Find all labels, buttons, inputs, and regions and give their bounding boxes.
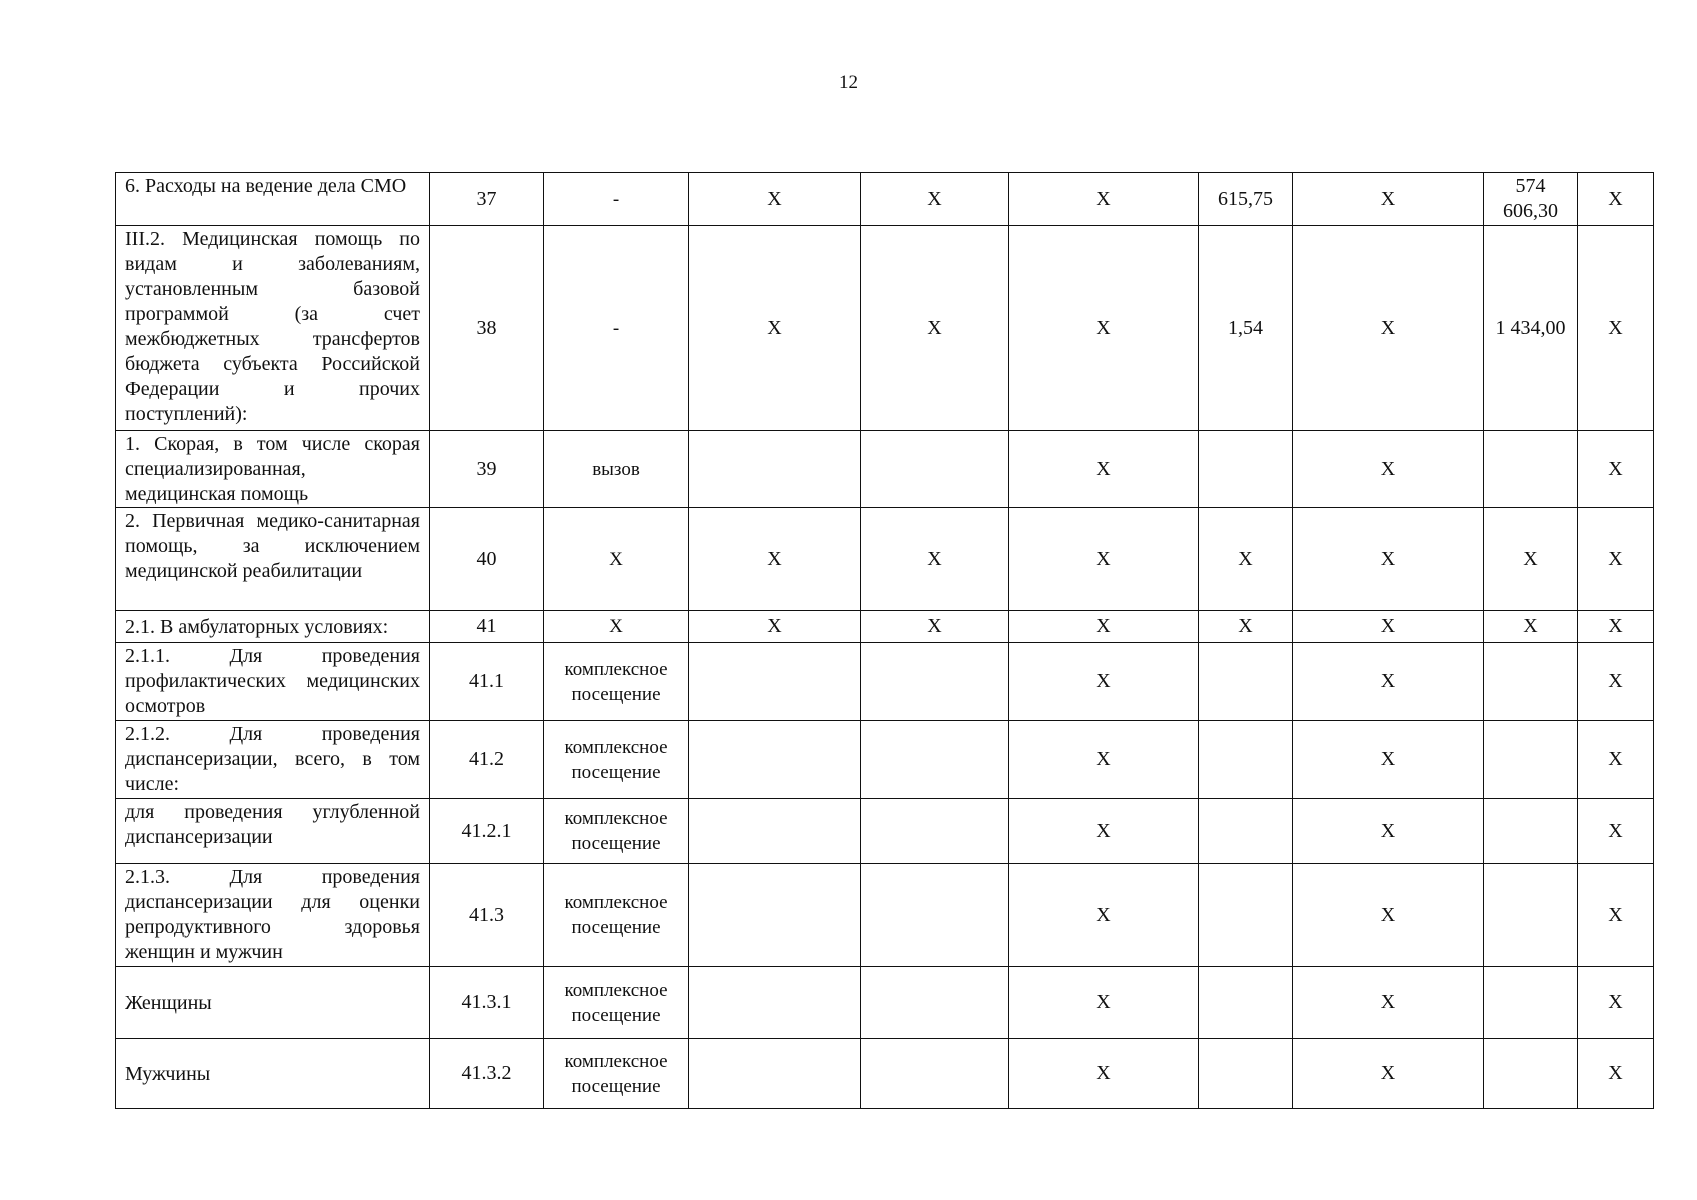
row-name-cell: 2.1.2. Для проведения диспансеризации, всего, в том числе:	[116, 721, 430, 799]
value-cell	[689, 967, 861, 1039]
value-cell	[1199, 431, 1293, 508]
row-unit-cell: комплексное посещение	[544, 1039, 689, 1109]
table-row	[116, 864, 1654, 967]
value-cell: X	[1578, 431, 1654, 508]
value-cell: X	[689, 173, 861, 226]
row-name-cell: Мужчины	[116, 1039, 430, 1109]
row-name-cell: 2.1. В амбулаторных условиях:	[116, 611, 430, 643]
program-costs-table	[115, 172, 1654, 1109]
value-cell: 1,54	[1199, 226, 1293, 431]
value-cell: X	[1009, 1039, 1199, 1109]
row-code-cell: 41.3.2	[430, 1039, 544, 1109]
table-row	[116, 721, 1654, 799]
value-cell	[689, 431, 861, 508]
value-cell: X	[1578, 643, 1654, 721]
row-code-cell: 37	[430, 173, 544, 226]
value-cell: X	[1009, 721, 1199, 799]
value-cell: X	[1484, 611, 1578, 643]
value-cell: 615,75	[1199, 173, 1293, 226]
row-unit-cell: X	[544, 611, 689, 643]
value-cell: X	[1293, 173, 1484, 226]
value-cell: X	[1293, 864, 1484, 967]
value-cell: X	[1578, 1039, 1654, 1109]
row-code-cell: 41.1	[430, 643, 544, 721]
table-row	[116, 226, 1654, 431]
value-cell	[1199, 864, 1293, 967]
row-unit-cell: комплексное посещение	[544, 799, 689, 864]
value-cell: X	[689, 611, 861, 643]
table-row	[116, 508, 1654, 611]
value-cell	[1484, 864, 1578, 967]
value-cell: X	[861, 226, 1009, 431]
row-name-cell: 6. Расходы на ведение дела СМО	[116, 173, 430, 226]
row-code-cell: 41.2.1	[430, 799, 544, 864]
row-name-cell: для проведения углубленной диспансеризации	[116, 799, 430, 864]
value-cell: 1 434,00	[1484, 226, 1578, 431]
value-cell: X	[1293, 643, 1484, 721]
row-code-cell: 38	[430, 226, 544, 431]
value-cell: X	[1578, 226, 1654, 431]
value-cell: X	[1578, 799, 1654, 864]
value-cell: X	[1009, 431, 1199, 508]
row-name-cell: 1. Скорая, в том числе скорая специализированная, медицинская помощь	[116, 431, 430, 508]
value-cell	[1484, 643, 1578, 721]
value-cell	[689, 643, 861, 721]
value-cell	[861, 643, 1009, 721]
row-name-cell: 2.1.1. Для проведения профилактических медицинских осмотров	[116, 643, 430, 721]
row-name-cell: 2. Первичная медико-санитарная помощь, за исключением медицинской реабилитации	[116, 508, 430, 611]
value-cell: X	[1009, 173, 1199, 226]
value-cell	[1199, 643, 1293, 721]
value-cell: X	[1199, 508, 1293, 611]
value-cell	[689, 721, 861, 799]
value-cell	[861, 431, 1009, 508]
row-code-cell: 41.3.1	[430, 967, 544, 1039]
row-unit-cell: вызов	[544, 431, 689, 508]
value-cell	[1484, 431, 1578, 508]
value-cell: X	[1009, 864, 1199, 967]
table-row	[116, 431, 1654, 508]
value-cell: 574 606,30	[1484, 173, 1578, 226]
value-cell: X	[1293, 799, 1484, 864]
value-cell: X	[1293, 611, 1484, 643]
value-cell: X	[1484, 508, 1578, 611]
value-cell	[861, 721, 1009, 799]
value-cell: X	[1578, 721, 1654, 799]
value-cell: X	[1009, 967, 1199, 1039]
value-cell: X	[1293, 721, 1484, 799]
value-cell	[689, 864, 861, 967]
value-cell	[1484, 1039, 1578, 1109]
value-cell	[1199, 721, 1293, 799]
value-cell: X	[861, 173, 1009, 226]
row-code-cell: 39	[430, 431, 544, 508]
row-code-cell: 41	[430, 611, 544, 643]
value-cell: X	[1293, 1039, 1484, 1109]
row-unit-cell: комплексное посещение	[544, 721, 689, 799]
row-code-cell: 41.2	[430, 721, 544, 799]
value-cell	[1199, 799, 1293, 864]
value-cell: X	[861, 611, 1009, 643]
row-unit-cell: -	[544, 226, 689, 431]
value-cell: X	[1009, 643, 1199, 721]
value-cell: X	[1009, 611, 1199, 643]
table-row	[116, 173, 1654, 226]
row-name-cell: Женщины	[116, 967, 430, 1039]
value-cell	[861, 864, 1009, 967]
row-unit-cell: комплексное посещение	[544, 643, 689, 721]
value-cell: X	[1578, 864, 1654, 967]
value-cell: X	[1578, 508, 1654, 611]
value-cell	[861, 1039, 1009, 1109]
row-name-cell: III.2. Медицинская помощь по видам и заболеваниям, установленным базовой программой (за счет межбюджетных трансфертов бюджета субъекта Российской Федерации и прочих поступлений):	[116, 226, 430, 431]
value-cell: X	[1293, 508, 1484, 611]
value-cell	[1484, 721, 1578, 799]
table-row	[116, 967, 1654, 1039]
row-name-cell: 2.1.3. Для проведения диспансеризации для оценки репродуктивного здоровья женщин и мужчин	[116, 864, 430, 967]
value-cell: X	[689, 226, 861, 431]
row-unit-cell: -	[544, 173, 689, 226]
value-cell	[861, 967, 1009, 1039]
table-row	[116, 611, 1654, 643]
value-cell: X	[1293, 967, 1484, 1039]
page-number: 12	[839, 72, 858, 93]
value-cell: X	[1578, 173, 1654, 226]
value-cell: X	[1578, 611, 1654, 643]
row-code-cell: 41.3	[430, 864, 544, 967]
value-cell: X	[1199, 611, 1293, 643]
value-cell	[861, 799, 1009, 864]
row-unit-cell: комплексное посещение	[544, 864, 689, 967]
value-cell: X	[689, 508, 861, 611]
table-row	[116, 799, 1654, 864]
value-cell: X	[1009, 508, 1199, 611]
value-cell: X	[1293, 226, 1484, 431]
table-row	[116, 643, 1654, 721]
value-cell	[689, 799, 861, 864]
value-cell	[1484, 799, 1578, 864]
value-cell	[1484, 967, 1578, 1039]
value-cell	[1199, 1039, 1293, 1109]
table-row	[116, 1039, 1654, 1109]
value-cell: X	[861, 508, 1009, 611]
value-cell	[1199, 967, 1293, 1039]
value-cell: X	[1578, 967, 1654, 1039]
value-cell	[689, 1039, 861, 1109]
value-cell: X	[1009, 226, 1199, 431]
row-code-cell: 40	[430, 508, 544, 611]
row-unit-cell: комплексное посещение	[544, 967, 689, 1039]
value-cell: X	[1293, 431, 1484, 508]
row-unit-cell: X	[544, 508, 689, 611]
value-cell: X	[1009, 799, 1199, 864]
